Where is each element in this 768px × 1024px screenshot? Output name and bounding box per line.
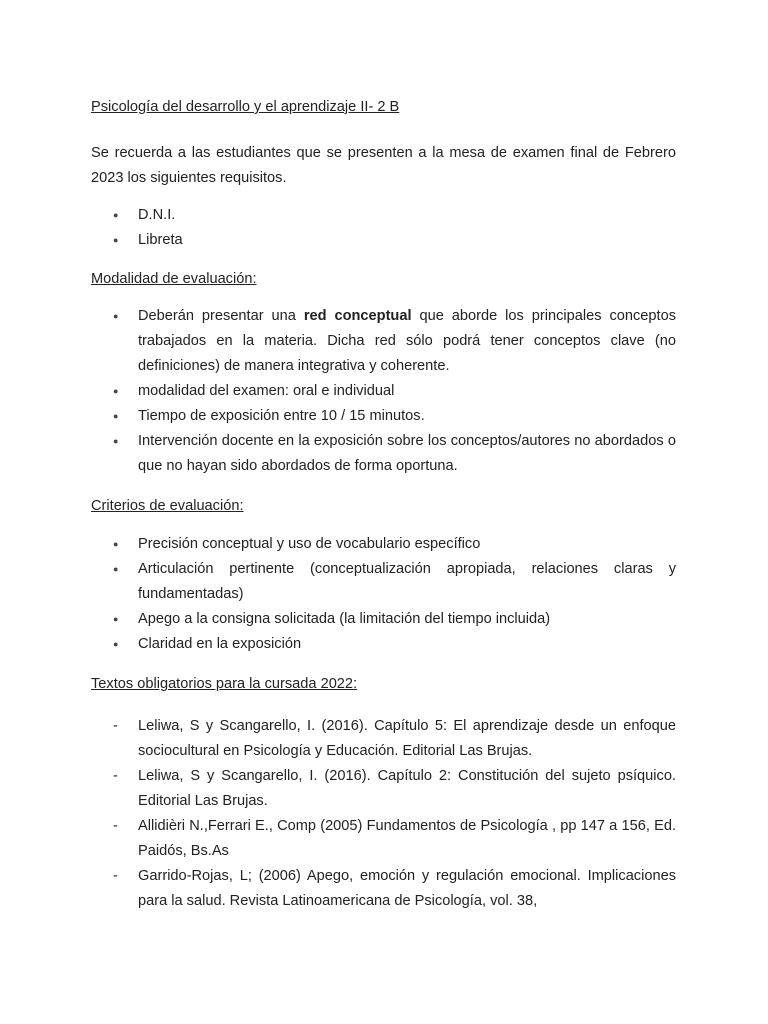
list-item-text: que aborde los principales conceptos trabajados en la materia. Dicha red sólo podrá tener conceptos clave (no definiciones) de manera integrativa y coherente.: [138, 308, 676, 374]
dash-icon: -: [113, 818, 118, 834]
list-item-text: Precisión conceptual y uso de vocabulario específico: [138, 536, 481, 552]
list-item-text: Garrido-Rojas, L; (2006) Apego, emoción y regulación emocional. Implicaciones para la salud. Revista Latinoamericana de Psicología, vol. 38,: [138, 868, 676, 909]
bullet-icon: ●: [113, 639, 119, 649]
bullet-icon: ●: [113, 564, 119, 574]
requirements-list: [91, 203, 676, 253]
list-item-text: Claridad en la exposición: [138, 636, 302, 652]
emphasis-text: red conceptual: [303, 308, 412, 324]
dash-icon: -: [113, 768, 118, 784]
list-item-text: modalidad del examen: oral e individual: [138, 383, 395, 399]
bullet-icon: ●: [113, 539, 119, 549]
list-item: [91, 607, 676, 632]
list-item-text: Leliwa, S y Scangarello, I. (2016). Capítulo 5: El aprendizaje desde un enfoque sociocultural en Psicología y Educación. Editorial Las Brujas.: [138, 718, 676, 759]
bullet-icon: ●: [113, 411, 119, 421]
bullet-icon: ●: [113, 311, 119, 321]
list-item: [91, 557, 676, 607]
list-item-text: D.N.I.: [138, 207, 176, 223]
list-item-text: Tiempo de exposición entre 10 / 15 minutos.: [138, 408, 425, 424]
intro-paragraph: Se recuerda a las estudiantes que se presenten a la mesa de examen final de Febrero 2023 los siguientes requisitos.: [91, 145, 676, 186]
list-item: [91, 764, 676, 814]
criterios-list: [91, 532, 676, 657]
list-item-text: Articulación pertinente (conceptualización apropiada, relaciones claras y fundamentadas): [138, 561, 676, 602]
textos-list: [91, 714, 676, 914]
dash-icon: -: [113, 718, 118, 734]
list-item-text: Deberán presentar una: [138, 308, 304, 324]
list-item-text: Apego a la consigna solicitada (la limitación del tiempo incluida): [138, 611, 551, 627]
list-item: [91, 304, 676, 379]
list-item: [91, 429, 676, 479]
section-heading-criterios: Criterios de evaluación:: [91, 498, 244, 514]
list-item-text: Leliwa, S y Scangarello, I. (2016). Capítulo 2: Constitución del sujeto psíquico. Editorial Las Brujas.: [138, 768, 676, 809]
section-heading-textos: Textos obligatorios para la cursada 2022:: [91, 676, 358, 692]
list-item-text: Intervención docente en la exposición sobre los conceptos/autores no abordados o que no hayan sido abordados de forma oportuna.: [138, 433, 676, 474]
list-item-text: Allidièri N.,Ferrari E., Comp (2005) Fundamentos de Psicología , pp 147 a 156, Ed. Paidós, Bs.As: [138, 818, 676, 859]
section-heading-modalidad: Modalidad de evaluación:: [91, 271, 257, 287]
list-item: [91, 632, 676, 657]
bullet-icon: ●: [113, 235, 119, 245]
list-item: [91, 404, 676, 429]
list-item: [91, 864, 676, 914]
bullet-icon: ●: [113, 210, 119, 220]
list-item: [91, 814, 676, 864]
list-item: [91, 228, 676, 253]
list-item-text: Libreta: [138, 232, 183, 248]
dash-icon: -: [113, 868, 118, 884]
modalidad-list: [91, 304, 676, 479]
bullet-icon: ●: [113, 436, 119, 446]
list-item: [91, 714, 676, 764]
bullet-icon: ●: [113, 614, 119, 624]
list-item: [91, 379, 676, 404]
list-item: [91, 203, 676, 228]
list-item: [91, 532, 676, 557]
bullet-icon: ●: [113, 386, 119, 396]
document-title: Psicología del desarrollo y el aprendizaje II- 2 B: [91, 99, 400, 115]
document-page: [91, 95, 676, 914]
